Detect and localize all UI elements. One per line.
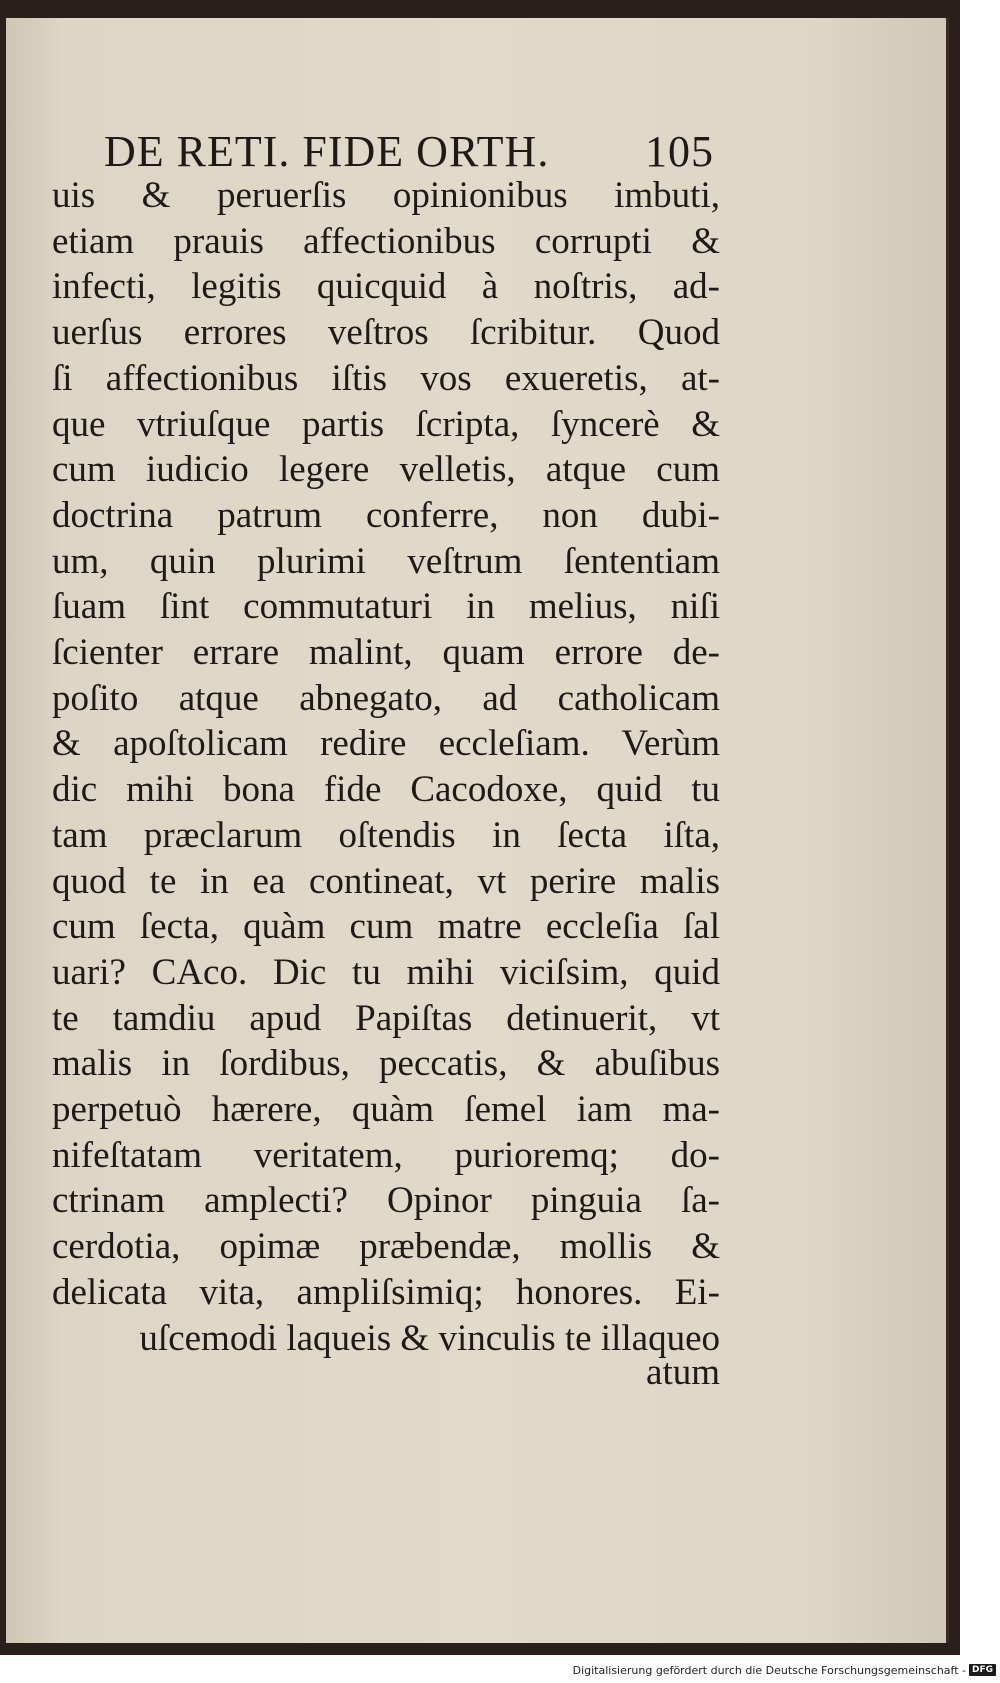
text-line: cum ſecta, quàm cum matre eccleſia ſal — [52, 906, 720, 948]
catchword — [52, 1351, 720, 1394]
text-line: te tamdiu apud Papiſtas detinuerit, vt — [52, 997, 720, 1039]
text-line: perpetuò hærere, quàm ſemel iam ma- — [52, 1089, 720, 1131]
body-text — [52, 173, 720, 1361]
text-line: uerſus errores veſtros ſcribitur. Quod — [52, 312, 720, 354]
page-number: 105 — [645, 127, 714, 176]
text-line: ſcienter errare malint, quam errore de- — [52, 632, 720, 674]
text-line: tam præclarum oſtendis in ſecta iſta, — [52, 814, 720, 856]
text-line: um, quin plurimi veſtrum ſententiam — [52, 540, 720, 582]
catchword-text: atum — [646, 1352, 720, 1393]
text-line: cum iudicio legere velletis, atque cum — [52, 449, 720, 491]
text-line: uſcemodi laqueis & vinculis te illaqueo — [139, 1317, 720, 1359]
text-line: ctrinam amplecti? Opinor pinguia ſa- — [52, 1180, 720, 1222]
text-line: quod te in ea contineat, vt perire malis — [52, 860, 720, 902]
text-line: ſi affectionibus iſtis vos exueretis, at- — [52, 357, 720, 399]
text-line: etiam prauis affectionibus corrupti & — [52, 220, 720, 262]
text-line: que vtriuſque partis ſcripta, ſyncerè & — [52, 403, 720, 445]
text-line: uis & peruerſis opinionibus imbuti, — [52, 175, 720, 216]
text-line: ſuam ſint commutaturi in melius, niſi — [52, 586, 720, 628]
running-head: DE RETI. FIDE ORTH. — [104, 127, 550, 176]
text-line: uari? CAco. Dic tu mihi viciſsim, quid — [52, 951, 720, 993]
text-line: nifeſtatam veritatem, purioremq; do- — [52, 1134, 720, 1176]
page-header — [104, 126, 714, 176]
text-line: malis in ſordibus, peccatis, & abuſibus — [52, 1043, 720, 1085]
dfg-logo-icon: DFG — [969, 1664, 996, 1676]
text-line: doctrina patrum conferre, non dubi- — [52, 494, 720, 536]
text-line: cerdotia, opimæ præbendæ, mollis & — [52, 1226, 720, 1268]
text-line: infecti, legitis quicquid à noſtris, ad- — [52, 266, 720, 308]
digitization-credit — [573, 1660, 996, 1680]
text-line: poſito atque abnegato, ad catholicam — [52, 677, 720, 719]
text-line: & apoſtolicam redire eccleſiam. Verùm — [52, 723, 720, 765]
text-line: dic mihi bona fide Cacodoxe, quid tu — [52, 769, 720, 811]
book-page — [6, 18, 949, 1643]
text-line: delicata vita, ampliſsimiq; honores. Ei- — [52, 1271, 720, 1313]
credit-text: Digitalisierung gefördert durch die Deutsche Forschungsgemeinschaft - — [572, 1663, 966, 1677]
